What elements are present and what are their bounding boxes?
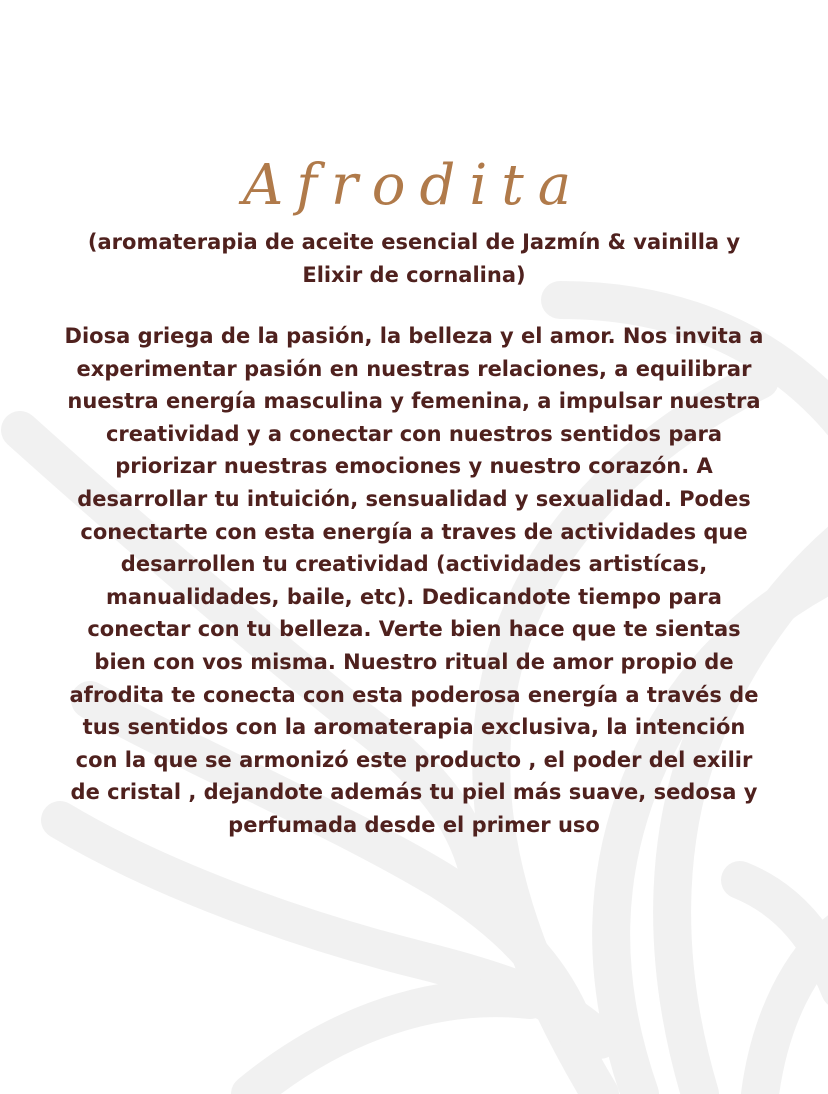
- page-title: Afrodita: [242, 152, 586, 218]
- subtitle: (aromaterapia de aceite esencial de Jazmín & vainilla y Elixir de cornalina): [87, 230, 741, 287]
- description-text: Diosa griega de la pasión, la belleza y el amor. Nos invita a experimentar pasión en nuestras relaciones, a equilibrar nuestra energía masculina y femenina, a impulsar nuestra creatividad y a conectar con nuestros sentidos para priorizar nuestras emociones y nuestro corazón. A desarrollar tu intuición, sensualidad y sexualidad. Podes conectarte con esta energía a traves de actividades que desarrollen tu creatividad (actividades artistícas, manualidades, baile, etc). Dedicandote tiempo para conectar con tu belleza. Verte bien hace que te sientas bien con vos misma. Nuestro ritual de amor propio de afrodita te conecta con esta poderosa energía a través de tus sentidos con la aromaterapia exclusiva, la intención con la que se armonizó este producto , el poder del exilir de cristal , dejandote además tu piel más suave, sedosa y perfumada desde el primer uso: [64, 324, 764, 837]
